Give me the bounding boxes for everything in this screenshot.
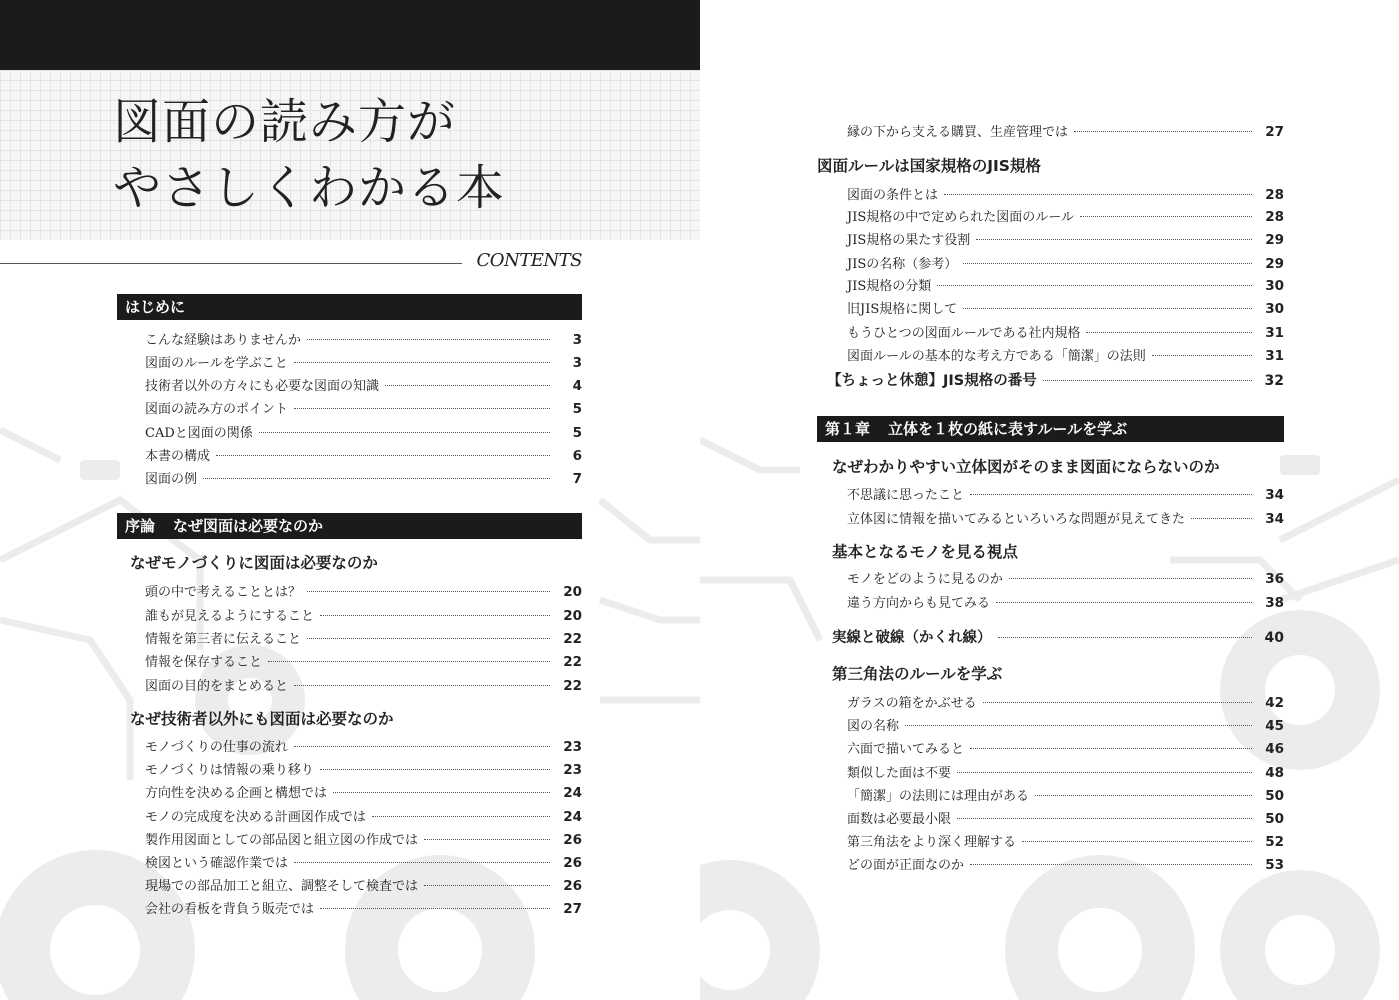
- toc-item-title: 違う方向からも見てみる: [847, 596, 991, 611]
- toc-leader: [1009, 578, 1252, 579]
- contents-label: CONTENTS: [476, 250, 582, 271]
- toc-item-title: 第三角法をより深く理解する: [847, 835, 1017, 850]
- toc-page-number: 42: [1265, 695, 1284, 711]
- toc-leader: [976, 239, 1252, 240]
- toc-row[interactable]: [145, 829, 582, 849]
- toc-page-number: 38: [1265, 595, 1284, 611]
- toc-row[interactable]: [145, 651, 582, 671]
- toc-leader: [320, 769, 550, 770]
- toc-row[interactable]: [847, 715, 1284, 735]
- book-title-line-2: やさしくわかる本: [113, 160, 506, 216]
- toc-item-title: 図の名称: [847, 719, 900, 734]
- subsection-heading: 第三角法のルールを学ぶ: [832, 665, 1003, 683]
- toc-page-number: 24: [563, 785, 582, 801]
- toc-page-number: 26: [563, 832, 582, 848]
- toc-item-title: 実線と破線（かくれ線）: [832, 630, 992, 646]
- toc-right: [700, 0, 1399, 1000]
- toc-row[interactable]: [145, 759, 582, 779]
- toc-row[interactable]: [847, 322, 1284, 342]
- toc-row[interactable]: [847, 206, 1284, 226]
- toc-row[interactable]: [145, 782, 582, 802]
- toc-page-number: 50: [1265, 788, 1284, 804]
- toc-page-number: 26: [563, 855, 582, 871]
- toc-item-title: 「簡潔」の法則には理由がある: [847, 789, 1030, 804]
- toc-row[interactable]: [145, 422, 582, 442]
- toc-page-number: 27: [563, 901, 582, 917]
- toc-item-title: もうひとつの図面ルールである社内規格: [847, 326, 1081, 341]
- toc-page-number: 23: [563, 739, 582, 755]
- section-title: 立体を１枚の紙に表すルールを学ぶ: [888, 420, 1128, 438]
- toc-leader: [983, 702, 1252, 703]
- book-title-line-1: 図面の読み方が: [113, 94, 457, 150]
- toc-leader: [937, 285, 1252, 286]
- toc-leader: [1035, 795, 1252, 796]
- toc-item-title: 誰もが見えるようにすること: [145, 609, 315, 624]
- toc-leader: [970, 864, 1252, 865]
- toc-item-title: モノの完成度を決める計画図作成では: [145, 810, 366, 825]
- toc-page-number: 4: [572, 378, 582, 394]
- section-prefix: 序論: [125, 517, 156, 535]
- section-bar-intro: [117, 294, 582, 320]
- toc-leader: [307, 591, 550, 592]
- toc-leader: [294, 862, 550, 863]
- toc-page-number: 40: [1264, 630, 1284, 646]
- toc-page-number: 22: [563, 654, 582, 670]
- toc-page-number: 30: [1265, 278, 1284, 294]
- toc-page-number: 7: [572, 471, 582, 487]
- toc-page-number: 26: [563, 878, 582, 894]
- toc-row[interactable]: [145, 806, 582, 826]
- toc-page-number: 6: [572, 448, 582, 464]
- toc-page-number: 34: [1265, 511, 1284, 527]
- toc-row[interactable]: [145, 329, 582, 349]
- toc-page-number: 24: [563, 809, 582, 825]
- toc-item-title: 旧JIS規格に関して: [847, 302, 958, 317]
- section-bar-chapter1: [817, 416, 1284, 442]
- toc-row[interactable]: [847, 762, 1284, 782]
- toc-page-number: 45: [1265, 718, 1284, 734]
- toc-item-title: 図面のルールを学ぶこと: [145, 356, 288, 371]
- toc-leader: [424, 885, 550, 886]
- toc-leader: [1043, 380, 1252, 381]
- toc-row[interactable]: [847, 831, 1284, 851]
- toc-leader: [307, 339, 550, 340]
- toc-item-title: 検図という確認作業では: [145, 856, 289, 871]
- toc-page-number: 22: [563, 678, 582, 694]
- toc-leader: [957, 772, 1252, 773]
- toc-row[interactable]: [847, 484, 1284, 504]
- subsection-heading: 図面ルールは国家規格のJIS規格: [817, 157, 1041, 175]
- toc-item-title: モノづくりは情報の乗り移り: [145, 763, 314, 778]
- toc-row[interactable]: [145, 581, 582, 601]
- toc-row[interactable]: [145, 736, 582, 756]
- toc-item-title: JIS規格の中で定められた図面のルール: [847, 210, 1074, 225]
- toc-leader: [268, 661, 550, 662]
- toc-row[interactable]: [847, 592, 1284, 612]
- toc-row[interactable]: [847, 298, 1284, 318]
- toc-leader: [1191, 518, 1252, 519]
- toc-leader: [998, 637, 1253, 638]
- subsection-heading: なぜ技術者以外にも図面は必要なのか: [130, 710, 394, 728]
- section-title: なぜ図面は必要なのか: [173, 517, 324, 535]
- toc-page-number: 28: [1265, 187, 1284, 203]
- toc-leader: [1080, 216, 1252, 217]
- toc-row[interactable]: [145, 468, 582, 488]
- toc-item-title: 不思議に思ったこと: [847, 488, 965, 503]
- toc-item-title: 現場での部品加工と組立、調整そして検査では: [145, 879, 419, 894]
- toc-leader: [1086, 332, 1252, 333]
- toc-row[interactable]: [847, 184, 1284, 204]
- toc-page-number: 31: [1265, 348, 1284, 364]
- toc-row[interactable]: [145, 375, 582, 395]
- toc-page-number: 29: [1265, 232, 1284, 248]
- toc-item-title: 情報を第三者に伝えること: [145, 632, 302, 647]
- toc-page-number: 20: [563, 608, 582, 624]
- toc-leader: [294, 685, 550, 686]
- toc-leader: [216, 455, 550, 456]
- section-bar-prologue: [117, 513, 582, 539]
- toc-item-title: 【ちょっと休憩】JIS規格の番号: [827, 373, 1037, 389]
- toc-row[interactable]: [145, 852, 582, 872]
- toc-leader: [1074, 131, 1252, 132]
- toc-row[interactable]: [145, 875, 582, 895]
- toc-leader: [333, 792, 550, 793]
- toc-leader: [963, 263, 1252, 264]
- section-title: はじめに: [125, 298, 186, 316]
- toc-leader: [905, 725, 1252, 726]
- toc-item-title: モノをどのように見るのか: [847, 572, 1003, 587]
- toc-leader: [320, 615, 550, 616]
- toc-row[interactable]: [847, 253, 1284, 273]
- toc-leader: [307, 638, 550, 639]
- toc-leader: [259, 432, 550, 433]
- toc-item-title: 情報を保存すること: [145, 655, 263, 670]
- toc-page-number: 53: [1265, 857, 1284, 873]
- toc-page-number: 32: [1264, 373, 1284, 389]
- toc-page-number: 3: [572, 332, 582, 348]
- toc-item-title: 縁の下から支える購買、生産管理では: [847, 125, 1069, 140]
- toc-leader: [385, 385, 550, 386]
- toc-leader: [970, 748, 1252, 749]
- toc-page-number: 46: [1265, 741, 1284, 757]
- toc-row[interactable]: [847, 785, 1284, 805]
- toc-item-title: JIS規格の果たす役割: [847, 233, 971, 248]
- toc-item-title: 六面で描いてみると: [847, 742, 965, 757]
- toc-row[interactable]: [847, 345, 1284, 365]
- toc-item-title: 図面の目的をまとめると: [145, 679, 289, 694]
- toc-row-break[interactable]: [827, 369, 1284, 389]
- toc-item-title: 会社の看板を背負う販売では: [145, 902, 315, 917]
- toc-page-number: 31: [1265, 325, 1284, 341]
- toc-item-title: 製作用図面としての部品図と組立図の作成では: [145, 833, 419, 848]
- toc-item-title: 立体図に情報を描いてみるといろいろな問題が見えてきた: [847, 512, 1186, 527]
- toc-leader: [424, 839, 550, 840]
- right-page: [700, 0, 1399, 1000]
- toc-leader: [294, 408, 550, 409]
- toc-item-title: JISの名称（参考）: [847, 257, 958, 272]
- toc-item-title: ガラスの箱をかぶせる: [847, 696, 977, 711]
- toc-row[interactable]: [847, 738, 1284, 758]
- toc-item-title: どの面が正面なのか: [847, 858, 965, 873]
- toc-leader: [294, 362, 550, 363]
- toc-item-title: 面数は必要最小限: [847, 812, 952, 827]
- toc-leader: [1152, 355, 1252, 356]
- toc-row[interactable]: [847, 121, 1284, 141]
- toc-row[interactable]: [145, 605, 582, 625]
- toc-item-title: こんな経験はありませんか: [145, 333, 302, 348]
- toc-row[interactable]: [847, 229, 1284, 249]
- toc-page-number: 30: [1265, 301, 1284, 317]
- toc-row[interactable]: [145, 898, 582, 918]
- toc-row[interactable]: [847, 568, 1284, 588]
- toc-page-number: 20: [563, 584, 582, 600]
- toc-leader: [294, 746, 550, 747]
- toc-row[interactable]: [145, 352, 582, 372]
- toc-page-number: 5: [572, 425, 582, 441]
- toc-page-number: 28: [1265, 209, 1284, 225]
- toc-page-number: 36: [1265, 571, 1284, 587]
- toc-page-number: 50: [1265, 811, 1284, 827]
- toc-item-title: 頭の中で考えることとは？: [145, 585, 302, 600]
- toc-row[interactable]: [145, 445, 582, 465]
- toc-item-title: 本書の構成: [145, 449, 211, 464]
- toc-item-title: 図面の条件とは: [847, 188, 939, 203]
- toc-row[interactable]: [145, 398, 582, 418]
- toc-item-title: 図面ルールの基本的な考え方である「簡潔」の法則: [847, 349, 1146, 364]
- toc-row[interactable]: [847, 508, 1284, 528]
- toc-item-title: 方向性を決める企画と構想では: [145, 786, 328, 801]
- subsection-heading: 基本となるモノを見る視点: [832, 543, 1018, 561]
- toc-item-title: 図面の読み方のポイント: [145, 402, 289, 417]
- toc-page-number: 52: [1265, 834, 1284, 850]
- toc-leader: [957, 818, 1252, 819]
- toc-leader: [320, 908, 550, 909]
- toc-row[interactable]: [847, 275, 1284, 295]
- toc-page-number: 27: [1265, 124, 1284, 140]
- toc-row[interactable]: [847, 692, 1284, 712]
- toc-row[interactable]: [145, 675, 582, 695]
- toc-item-title: 図面の例: [145, 472, 198, 487]
- toc-page-number: 34: [1265, 487, 1284, 503]
- toc-leader: [944, 194, 1252, 195]
- toc-page-number: 48: [1265, 765, 1284, 781]
- toc-leader: [372, 816, 550, 817]
- toc-page-number: 22: [563, 631, 582, 647]
- toc-leader: [996, 602, 1252, 603]
- toc-leader: [970, 494, 1252, 495]
- toc-row[interactable]: [847, 808, 1284, 828]
- toc-item-title: 技術者以外の方々にも必要な図面の知識: [145, 379, 380, 394]
- subsection-heading: なぜわかりやすい立体図がそのまま図面にならないのか: [832, 458, 1220, 476]
- toc-leader: [963, 308, 1252, 309]
- toc-item-title: 類似した面は不要: [847, 766, 952, 781]
- toc-page-number: 3: [572, 355, 582, 371]
- toc-item-title: モノづくりの仕事の流れ: [145, 740, 288, 755]
- toc-row[interactable]: [847, 854, 1284, 874]
- toc-row-heading[interactable]: [832, 626, 1284, 646]
- toc-page-number: 5: [572, 401, 582, 417]
- toc-item-title: CADと図面の関係: [145, 426, 253, 441]
- subsection-heading: なぜモノづくりに図面は必要なのか: [130, 554, 378, 572]
- toc-item-title: JIS規格の分類: [847, 279, 932, 294]
- toc-leader: [203, 478, 550, 479]
- section-prefix: 第１章: [825, 420, 871, 438]
- toc-row[interactable]: [145, 628, 582, 648]
- toc-page-number: 23: [563, 762, 582, 778]
- toc-leader: [1022, 841, 1252, 842]
- toc-page-number: 29: [1265, 256, 1284, 272]
